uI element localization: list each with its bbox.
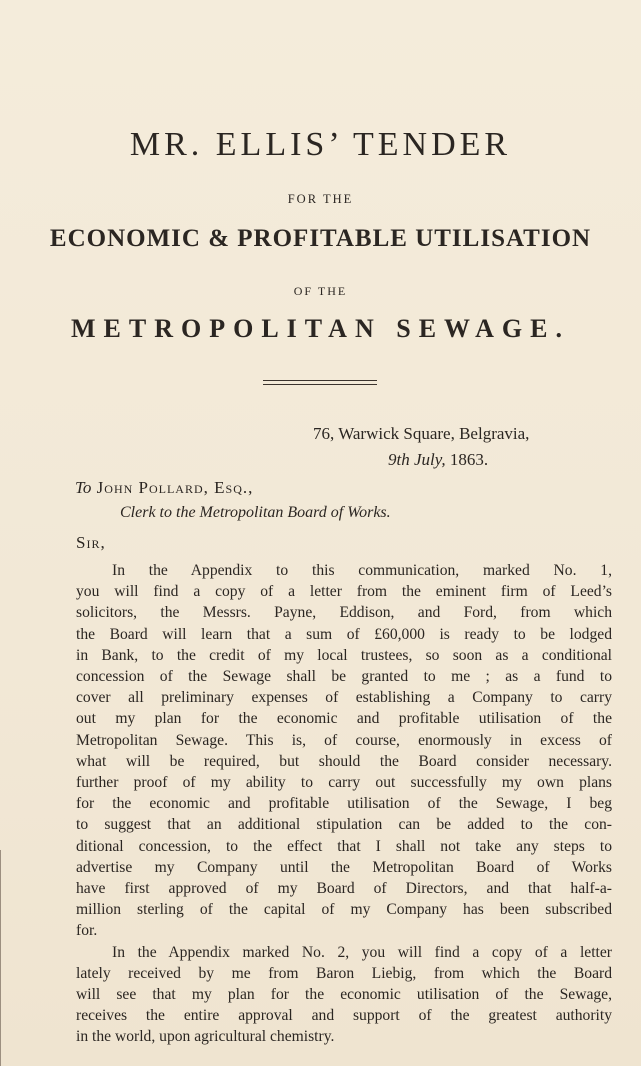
text-line: ditional concession, to the effect that I shall not take any steps to	[76, 837, 612, 855]
text-line: the Board will learn that a sum of £60,000 is ready to be lodged	[76, 625, 612, 643]
text-line: Metropolitan Sewage. This is, of course, enormously in excess of	[76, 731, 612, 749]
text-line: will see that my plan for the economic utilisation of the Sewage,	[76, 986, 612, 1003]
page-edge	[0, 850, 9, 1066]
subtitle-utilisation: ECONOMIC & PROFITABLE UTILISATION	[49, 225, 592, 252]
text-line: in the world, upon agricultural chemistry.	[76, 1028, 335, 1046]
text-line: solicitors, the Messrs. Payne, Eddison, and Ford, from which	[76, 604, 612, 622]
text-line: In the Appendix to this communication, marked No. 1,	[112, 562, 612, 579]
text-line: in Bank, to the credit of my local trustees, so soon as a conditional	[76, 646, 612, 664]
text-line: have first approved of my Board of Directors, and that half-a-	[76, 880, 612, 897]
subtitle-of-the: OF THE	[293, 284, 348, 298]
text-line: receives the entire approval and support of the greatest authority	[76, 1007, 612, 1025]
addressee-name: John Pollard, Esq.,	[91, 478, 254, 497]
text-line: out my plan for the economic and profitable utilisation of the	[76, 710, 612, 728]
text-line: to suggest that an additional stipulation can be added to the con-	[76, 816, 612, 834]
text-line: million sterling of the capital of my Company has been subscribed	[76, 901, 612, 919]
text-line: In the Appendix marked No. 2, you will find a copy of a letter	[112, 943, 612, 961]
subtitle-sewage: METROPOLITAN SEWAGE.	[70, 314, 570, 343]
text-line: what will be required, but should the Board consider necessary.	[76, 752, 612, 770]
text-line: further proof of my ability to carry out successfully my own plans	[76, 774, 612, 791]
salutation: Sir,	[76, 533, 106, 552]
address-street: 76, Warwick Square, Belgravia,	[313, 424, 530, 443]
text-line: you will find a copy of a letter from the eminent firm of Leed’s	[76, 583, 612, 601]
date-day-month: 9th July,	[388, 450, 446, 469]
addressee-to: To	[75, 478, 92, 497]
text-line: for the economic and profitable utilisation of the Sewage, I beg	[76, 795, 612, 813]
subtitle-for-the: FOR THE	[287, 192, 354, 206]
text-line: concession of the Sewage shall be granted to me ; as a fund to	[76, 668, 612, 685]
text-line: lately received by me from Baron Liebig, from which the Board	[76, 964, 612, 982]
addressee-role: Clerk to the Metropolitan Board of Works.	[120, 504, 391, 521]
divider-rule	[263, 380, 377, 385]
main-title: MR. ELLIS’ TENDER	[129, 126, 512, 163]
text-line: cover all preliminary expenses of establishing a Company to carry	[76, 689, 612, 707]
text-line: advertise my Company until the Metropolitan Board of Works	[76, 858, 612, 876]
text-line: for.	[76, 922, 98, 940]
addressee-line	[75, 478, 253, 498]
date-year: 1863.	[445, 450, 489, 469]
address-date	[388, 450, 488, 470]
